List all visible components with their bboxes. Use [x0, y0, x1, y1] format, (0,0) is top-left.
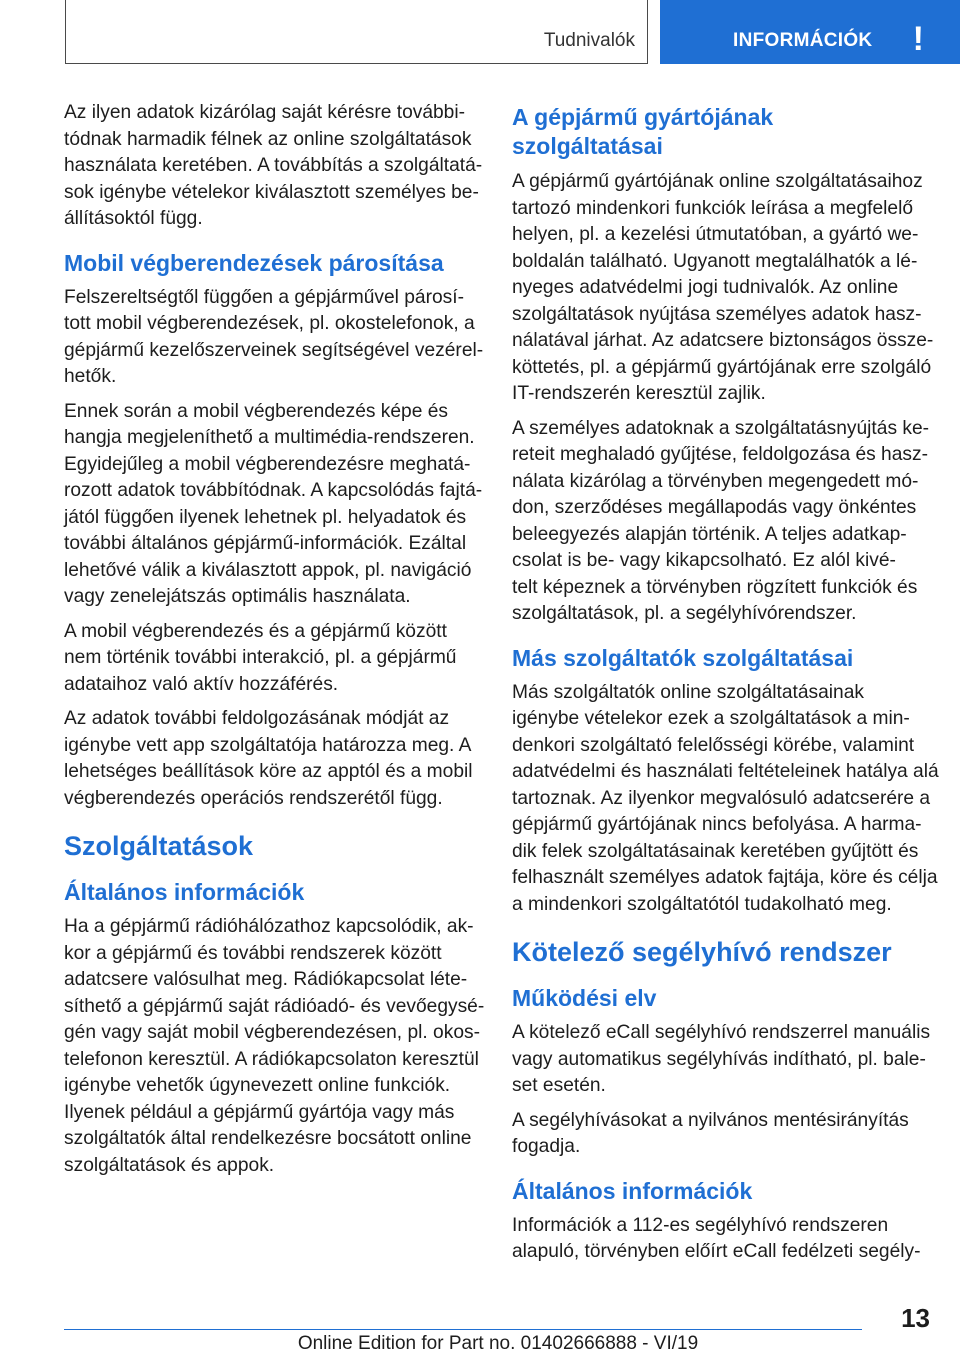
- footer-divider: [64, 1329, 862, 1330]
- header-section-title: Tudnivalók: [543, 30, 635, 51]
- right-column: [512, 103, 939, 1274]
- paragraph: Információk a 112-es segélyhívó rendszeren alapuló, törvényben előírt eCall fedélzeti segély-: [512, 1214, 921, 1262]
- footer-edition: Online Edition for Part no. 01402666888 - VI/19: [297, 1333, 699, 1354]
- paragraph: A mobil végberendezés és a gépjármű között nem történik további interakció, pl. a gépjármű adataihoz való aktív hozzáférés.: [64, 620, 457, 695]
- paragraph: Más szolgáltatók online szolgáltatásainak igénybe vételekor ezek a szolgáltatások a min- denkori szolgáltató felelősségi körébe, valamint adatvédelmi és használati feltételeinek hatálya alá tartoznak. Az ilyenkor megvalósuló adatcserére a gépjármű gyártójának nincs befolyása. A harma- dik felek szolgáltatásainak keretében gyűjtött és felhasznált személyes adatok fajtája, köre és célja a mindenkori szolgáltatótól tudakolható meg.: [512, 681, 939, 915]
- header-chapter-tab: [660, 0, 960, 64]
- paragraph: A személyes adatoknak a szolgáltatásnyújtás ke- reteit meghaladó gyűjtése, feldolgozása és hasz- nálata kizárólag a törvényben megengedett mó- don, szerződéses megállapodás vagy önkéntes beleegyezés alapján történik. A teljes adatkap- csolat is be- vagy kikapcsolható. Ez alól kivé- telt képeznek a törvényben rögzített funkciók és szolgáltatások, pl. a segélyhívórendszer.: [512, 417, 930, 624]
- paragraph: A segélyhívásokat a nyilvános mentésirányítás fogadja.: [512, 1109, 909, 1157]
- heading-operating-principle: Működési elv: [512, 985, 657, 1011]
- heading-third-party-services: Más szolgáltatók szolgáltatásai: [512, 644, 854, 671]
- page-number: 13: [901, 1303, 930, 1333]
- paragraph: A kötelező eCall segélyhívó rendszerrel manuális vagy automatikus segélyhívás indítható, pl. bale- set esetén.: [512, 1022, 931, 1096]
- paragraph: Ennek során a mobil végberendezés képe és hangja megjeleníthető a multimédia-rendszeren. Egyidejűleg a mobil végberendezésre meghatá- rozott adatok továbbítódnak. A kapcsolódás fajtá- jától függően ilyenek lehetnek pl. helyadatok és további általános gépjármű-információk. Ezáltal lehetővé válik a kiválasztott appok, pl. navigáció vagy zenelejátszás optimális használata.: [64, 400, 483, 607]
- heading-mobile-pairing: Mobil végberendezések párosítása: [64, 249, 444, 276]
- header-chapter-label: INFORMÁCIÓK: [733, 30, 873, 51]
- heading-general-info: Általános információk: [64, 879, 305, 905]
- paragraph: Az adatok további feldolgozásának módját az igénybe vett app szolgáltatója határozza meg. A lehetséges beállítások köre az apptól és a mobil végberendezés operációs rendszerétől függ.: [64, 708, 473, 809]
- heading-ecall-system: Kötelező segélyhívó rendszer: [512, 937, 892, 967]
- heading-manufacturer-services: A gépjármű gyártójának szolgáltatásai: [512, 104, 774, 159]
- heading-services: Szolgáltatások: [64, 831, 254, 861]
- exclamation-icon: !: [912, 20, 924, 58]
- paragraph: A gépjármű gyártójának online szolgáltatásaihoz tartozó mindenkori funkciók leírása a megfelelő helyen, pl. a kezelési útmutatóban, a gyártó we- boldalán található. Ugyanott megtalálhatók a lé- nyeges adatvédelmi jogi tudnivalók. Az online szolgáltatások nyújtása személyes adatok hasz- nálatával járhat. Az adatcsere biztonságos össze- köttetés, pl. a gépjármű gyártójának erre szolgáló IT-rendszerén keresztül zajlik.: [512, 171, 934, 404]
- header-section-frame: [65, 0, 648, 64]
- heading-general-info-2: Általános információk: [512, 1177, 753, 1204]
- paragraph: Az ilyen adatok kizárólag saját kérésre további- tódnak harmadik félnek az online szolgáltatások használata keretében. A továbbítás a szolgáltatá- sok igénybe vételekor kiválasztott személyes be- állításoktól függ.: [64, 102, 483, 229]
- left-column: [64, 100, 484, 1187]
- paragraph: Felszereltségtől függően a gépjárművel párosí- tott mobil végberendezések, pl. okostelefonok, a gépjármű kezelőszerveinek segítségével vezérel- hetők.: [64, 286, 484, 387]
- paragraph: Ha a gépjármű rádióhálózathoz kapcsolódik, ak- kor a gépjármű és további rendszerek között adatcsere valósulhat meg. Rádiókapcsolat léte- síthető a gépjármű saját rádióadó- és vevőegysé- gén vagy saját mobil végberendezésen, pl. okos- telefonon keresztül. A rádiókapcsolaton keresztül igénybe vehetők úgynevezett online funkciók. Ilyenek például a gépjármű gyártója vagy más szolgáltatók által rendelkezésre bocsátott online szolgáltatások és appok.: [64, 916, 485, 1176]
